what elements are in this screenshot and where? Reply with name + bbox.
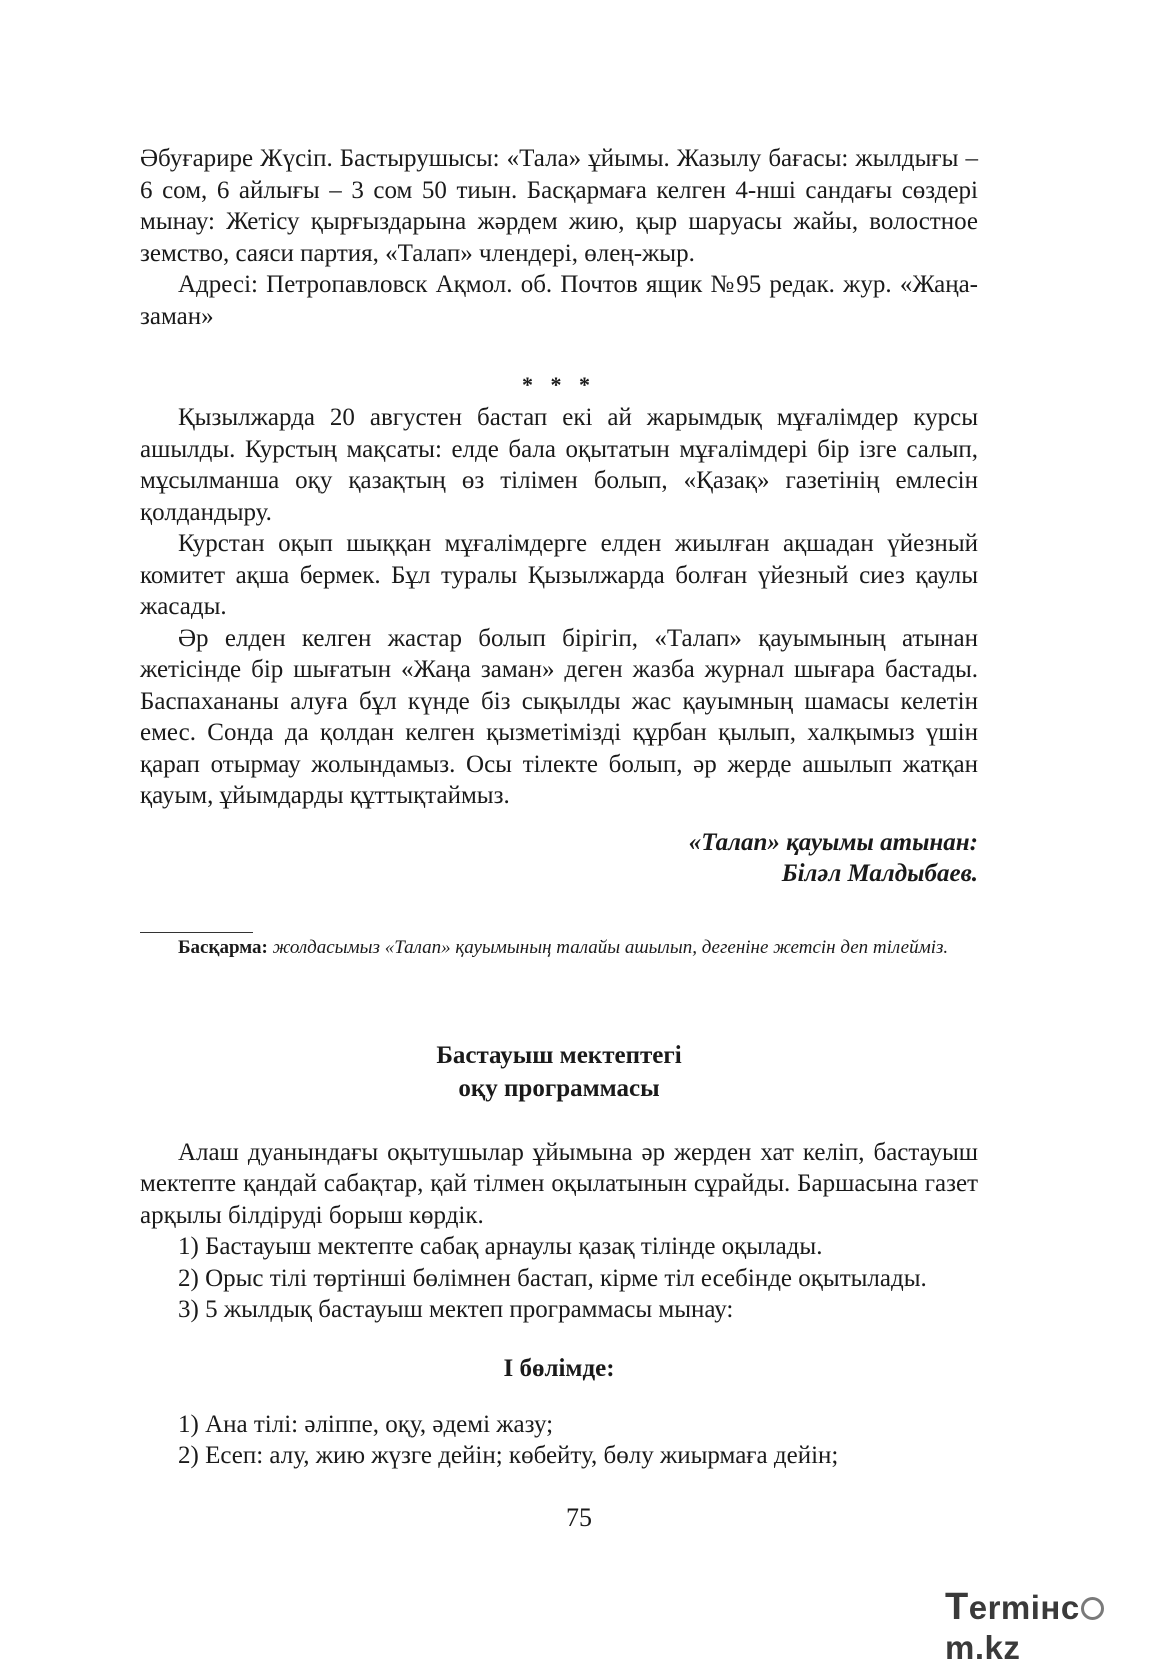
watermark-logo: [945, 1586, 1158, 1667]
section-title-line-1: Бастауыш мектептегі: [436, 1041, 682, 1069]
watermark-o-icon: [1081, 1597, 1104, 1620]
watermark-part-1: T: [945, 1586, 969, 1628]
section-title-line-2: оқу программасы: [458, 1074, 660, 1102]
list-item: 2) Есеп: алу, жию жүзге дейін; көбейту, бөлу жиырмаға дейін;: [178, 1442, 839, 1469]
paragraph-journal: Әр елден келген жастар болып бірігіп, «Талап» қауымының атынан жетісінде бір шығатын «Жаңа заман» деген жазба журнал шығара бастады. Баспахананы алуға бұл күнде біз сықылды жас қауымның шамасы келетін емес. Сонда да қолдан келген қызметімізді құрбан қылып, халқымыз үшін қарап отырмау жолындамыз. Осы тілекте болып, әр жерде ашылып жатқан қауым, ұйымдарды құттықтаймыз.: [140, 624, 978, 809]
signature-block: [140, 827, 978, 890]
page-content: [140, 143, 978, 1472]
list-item: 1) Ана тілі: әліппе, оқу, әдемі жазу;: [178, 1410, 554, 1438]
signature-line-2: Біләл Малдыбаев.: [781, 860, 978, 887]
section-separator: * * *: [522, 372, 596, 397]
section-title: [140, 1039, 978, 1105]
subsection-title: I бөлімде:: [503, 1354, 615, 1382]
watermark-part-3: m.kz: [945, 1629, 1021, 1666]
footnote-text: жолдасымыз «Талап» қауымының талайы ашылып, дегеніне жетсін деп тілейміз.: [272, 936, 949, 958]
footnote-label: Басқарма:: [178, 936, 268, 958]
page-number: 75: [566, 1503, 592, 1532]
watermark-part-2: ermінc: [968, 1589, 1080, 1626]
paragraph-committee: Курстан оқып шыққан мұғалімдерге елден жиылған ақшадан үйезный комитет ақша бермек. Бұл туралы Қызылжарда болған үйезный сиез қаулы жасады.: [140, 530, 978, 620]
list-item: 1) Бастауыш мектепте сабақ арнаулы қазақ тілінде оқылады.: [178, 1233, 823, 1260]
paragraph-publisher-info: Әбуғарире Жүсіп. Бастырушысы: «Тала» ұйымы. Жазылу бағасы: жылдығы – 6 сом, 6 айлығы – 3 сом 50 тиын. Басқармаға келген 4-нші сандағы сөздері мынау: Жетісу қырғыздарына жәрдем жию, қыр шаруасы жайы, волостное земство, саяси партия, «Талап» члендері, өлең-жыр.: [140, 145, 978, 267]
paragraph-courses: Қызылжарда 20 августен бастап екі ай жарымдық мұғалімдер курсы ашылды. Курстың мақсаты: елде бала оқытатын мұғалімдері бір ізге салып, мұсылманша оқу қазақтың өз тілімен болып, «Қазақ» газетінің емлесін қолдандыру.: [140, 404, 978, 526]
list-item: 3) 5 жылдық бастауыш мектеп программасы мынау:: [178, 1296, 734, 1323]
signature-line-1: «Талап» қауымы атынан:: [688, 828, 978, 856]
footnote-rule: [140, 932, 253, 933]
paragraph-address: Адресі: Петропавловск Ақмол. об. Почтов ящик №95 редак. жур. «Жаңа-заман»: [140, 271, 978, 330]
footnote: [140, 936, 978, 959]
list-item: 2) Орыс тілі төртінші бөлімнен бастап, кірме тіл есебінде оқытылады.: [178, 1264, 927, 1292]
paragraph-section-intro: Алаш дуанындағы оқытушылар ұйымына әр жерден хат келіп, бастауыш мектепте қандай сабақтар, қай тілмен оқылатынын сұрайды. Баршасына газет арқылы білдіруді борыш көрдік.: [140, 1138, 978, 1229]
